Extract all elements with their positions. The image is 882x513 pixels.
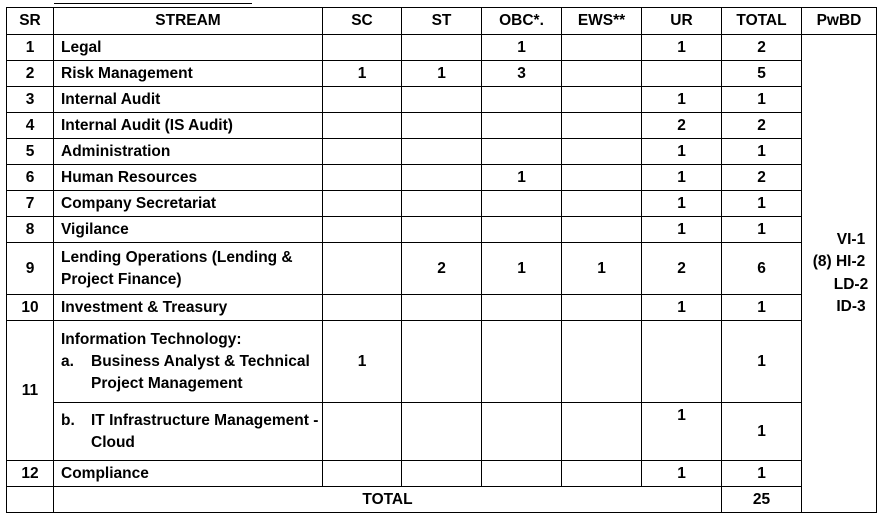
total-label: TOTAL <box>54 487 722 513</box>
row-total: 1 <box>722 217 802 243</box>
table-row <box>7 321 877 403</box>
row-obc <box>482 461 562 487</box>
row-sc <box>323 295 402 321</box>
row-sc <box>323 461 402 487</box>
row-total: 1 <box>722 461 802 487</box>
header-ews: EWS** <box>562 8 642 35</box>
top-rule <box>54 3 252 4</box>
row-sc <box>323 243 402 295</box>
row-stream-it-b <box>54 403 323 461</box>
row-sr: 3 <box>7 87 54 113</box>
row-sr: 10 <box>7 295 54 321</box>
row-total: 5 <box>722 61 802 87</box>
row-obc <box>482 295 562 321</box>
header-stream: STREAM <box>54 8 323 35</box>
row-sr: 2 <box>7 61 54 87</box>
row-sr: 1 <box>7 35 54 61</box>
it-heading: Information Technology: <box>61 330 242 348</box>
total-row <box>7 487 877 513</box>
row-stream: Legal <box>54 35 323 61</box>
total-sr-empty <box>7 487 54 513</box>
row-st <box>402 191 482 217</box>
row-stream: Lending Operations (Lending & Project Finance) <box>54 243 323 295</box>
row-sc <box>323 217 402 243</box>
table-row <box>7 113 877 139</box>
row-st <box>402 321 482 403</box>
row-ur: 1 <box>642 35 722 61</box>
row-ews <box>562 461 642 487</box>
row-st: 2 <box>402 243 482 295</box>
table-row <box>7 35 877 61</box>
row-ur: 1 <box>642 139 722 165</box>
row-ur: 1 <box>642 295 722 321</box>
row-ur: 1 <box>642 191 722 217</box>
row-ur <box>642 321 722 403</box>
header-obc: OBC*. <box>482 8 562 35</box>
row-total: 2 <box>722 35 802 61</box>
pwbd-ld: LD-2 <box>833 275 869 293</box>
row-ur <box>642 61 722 87</box>
it-sub-b-stream: IT Infrastructure Management - Cloud <box>91 411 319 451</box>
row-ur: 1 <box>642 217 722 243</box>
row-total: 6 <box>722 243 802 295</box>
row-st <box>402 35 482 61</box>
it-sub-a-letter: a. <box>61 352 74 370</box>
row-sr: 7 <box>7 191 54 217</box>
row-sr: 4 <box>7 113 54 139</box>
row-ews: 1 <box>562 243 642 295</box>
row-sc <box>323 113 402 139</box>
row-total: 1 <box>722 87 802 113</box>
row-st: 1 <box>402 61 482 87</box>
row-obc <box>482 321 562 403</box>
row-total: 1 <box>722 139 802 165</box>
row-st <box>402 461 482 487</box>
row-ur: 1 <box>642 87 722 113</box>
row-obc: 1 <box>482 35 562 61</box>
row-stream: Internal Audit <box>54 87 323 113</box>
table-row <box>7 243 877 295</box>
row-stream: Compliance <box>54 461 323 487</box>
row-ur: 1 <box>642 461 722 487</box>
pwbd-count: (8) <box>812 253 832 270</box>
row-ews <box>562 217 642 243</box>
header-total: TOTAL <box>722 8 802 35</box>
row-total: 1 <box>722 403 802 461</box>
row-obc <box>482 139 562 165</box>
row-ews <box>562 35 642 61</box>
row-ur: 2 <box>642 243 722 295</box>
row-sc <box>323 403 402 461</box>
table-row <box>7 461 877 487</box>
it-sub-a <box>61 351 322 395</box>
row-sc <box>323 35 402 61</box>
row-sc <box>323 165 402 191</box>
row-stream: Internal Audit (IS Audit) <box>54 113 323 139</box>
row-stream: Vigilance <box>54 217 323 243</box>
pwbd-count-hi <box>802 251 876 274</box>
row-sr: 8 <box>7 217 54 243</box>
row-st <box>402 113 482 139</box>
row-sc <box>323 139 402 165</box>
row-obc <box>482 217 562 243</box>
header-sr: SR <box>7 8 54 35</box>
row-stream: Company Secretariat <box>54 191 323 217</box>
vacancy-table <box>6 7 877 513</box>
row-st <box>402 403 482 461</box>
row-obc <box>482 191 562 217</box>
row-ews <box>562 165 642 191</box>
row-obc <box>482 113 562 139</box>
it-sub-b-letter: b. <box>61 411 75 429</box>
row-ews <box>562 295 642 321</box>
row-stream: Administration <box>54 139 323 165</box>
table-row <box>7 191 877 217</box>
row-st <box>402 87 482 113</box>
row-total: 2 <box>722 113 802 139</box>
row-obc <box>482 403 562 461</box>
table-row <box>7 139 877 165</box>
row-ur: 1 <box>642 165 722 191</box>
row-ews <box>562 87 642 113</box>
row-st <box>402 165 482 191</box>
row-stream-it <box>54 321 323 403</box>
row-ews <box>562 403 642 461</box>
row-total: 2 <box>722 165 802 191</box>
row-ur: 1 <box>642 403 722 461</box>
row-total: 1 <box>722 191 802 217</box>
row-sc: 1 <box>323 321 402 403</box>
row-ur: 2 <box>642 113 722 139</box>
pwbd-cell <box>802 35 877 513</box>
it-sub-b <box>61 410 322 454</box>
row-stream: Risk Management <box>54 61 323 87</box>
row-ews <box>562 61 642 87</box>
table-row <box>7 295 877 321</box>
row-sc <box>323 87 402 113</box>
row-stream: Human Resources <box>54 165 323 191</box>
header-pwbd: PwBD <box>802 8 877 35</box>
row-ews <box>562 139 642 165</box>
table-row <box>7 87 877 113</box>
row-st <box>402 139 482 165</box>
header-st: ST <box>402 8 482 35</box>
row-ews <box>562 191 642 217</box>
row-sr: 12 <box>7 461 54 487</box>
row-total: 1 <box>722 321 802 403</box>
row-sr: 6 <box>7 165 54 191</box>
row-sr: 9 <box>7 243 54 295</box>
pwbd-hi: HI-2 <box>835 253 866 270</box>
table-row <box>7 165 877 191</box>
row-obc: 1 <box>482 243 562 295</box>
row-sr: 11 <box>7 321 54 461</box>
row-obc: 1 <box>482 165 562 191</box>
pwbd-breakdown <box>802 229 876 319</box>
pwbd-id: ID-3 <box>836 298 866 315</box>
row-sc: 1 <box>323 61 402 87</box>
table-row <box>7 403 877 461</box>
row-st <box>402 217 482 243</box>
pwbd-vi: VI-1 <box>836 230 866 248</box>
grand-total: 25 <box>722 487 802 513</box>
row-ews <box>562 113 642 139</box>
header-ur: UR <box>642 8 722 35</box>
header-row <box>7 8 877 35</box>
row-sr: 5 <box>7 139 54 165</box>
row-obc <box>482 87 562 113</box>
row-total: 1 <box>722 295 802 321</box>
row-ews <box>562 321 642 403</box>
table-row <box>7 217 877 243</box>
header-sc: SC <box>323 8 402 35</box>
table-row <box>7 61 877 87</box>
row-sc <box>323 191 402 217</box>
row-st <box>402 295 482 321</box>
it-sub-a-stream: Business Analyst & Technical Project Management <box>91 352 310 392</box>
row-obc: 3 <box>482 61 562 87</box>
row-stream: Investment & Treasury <box>54 295 323 321</box>
